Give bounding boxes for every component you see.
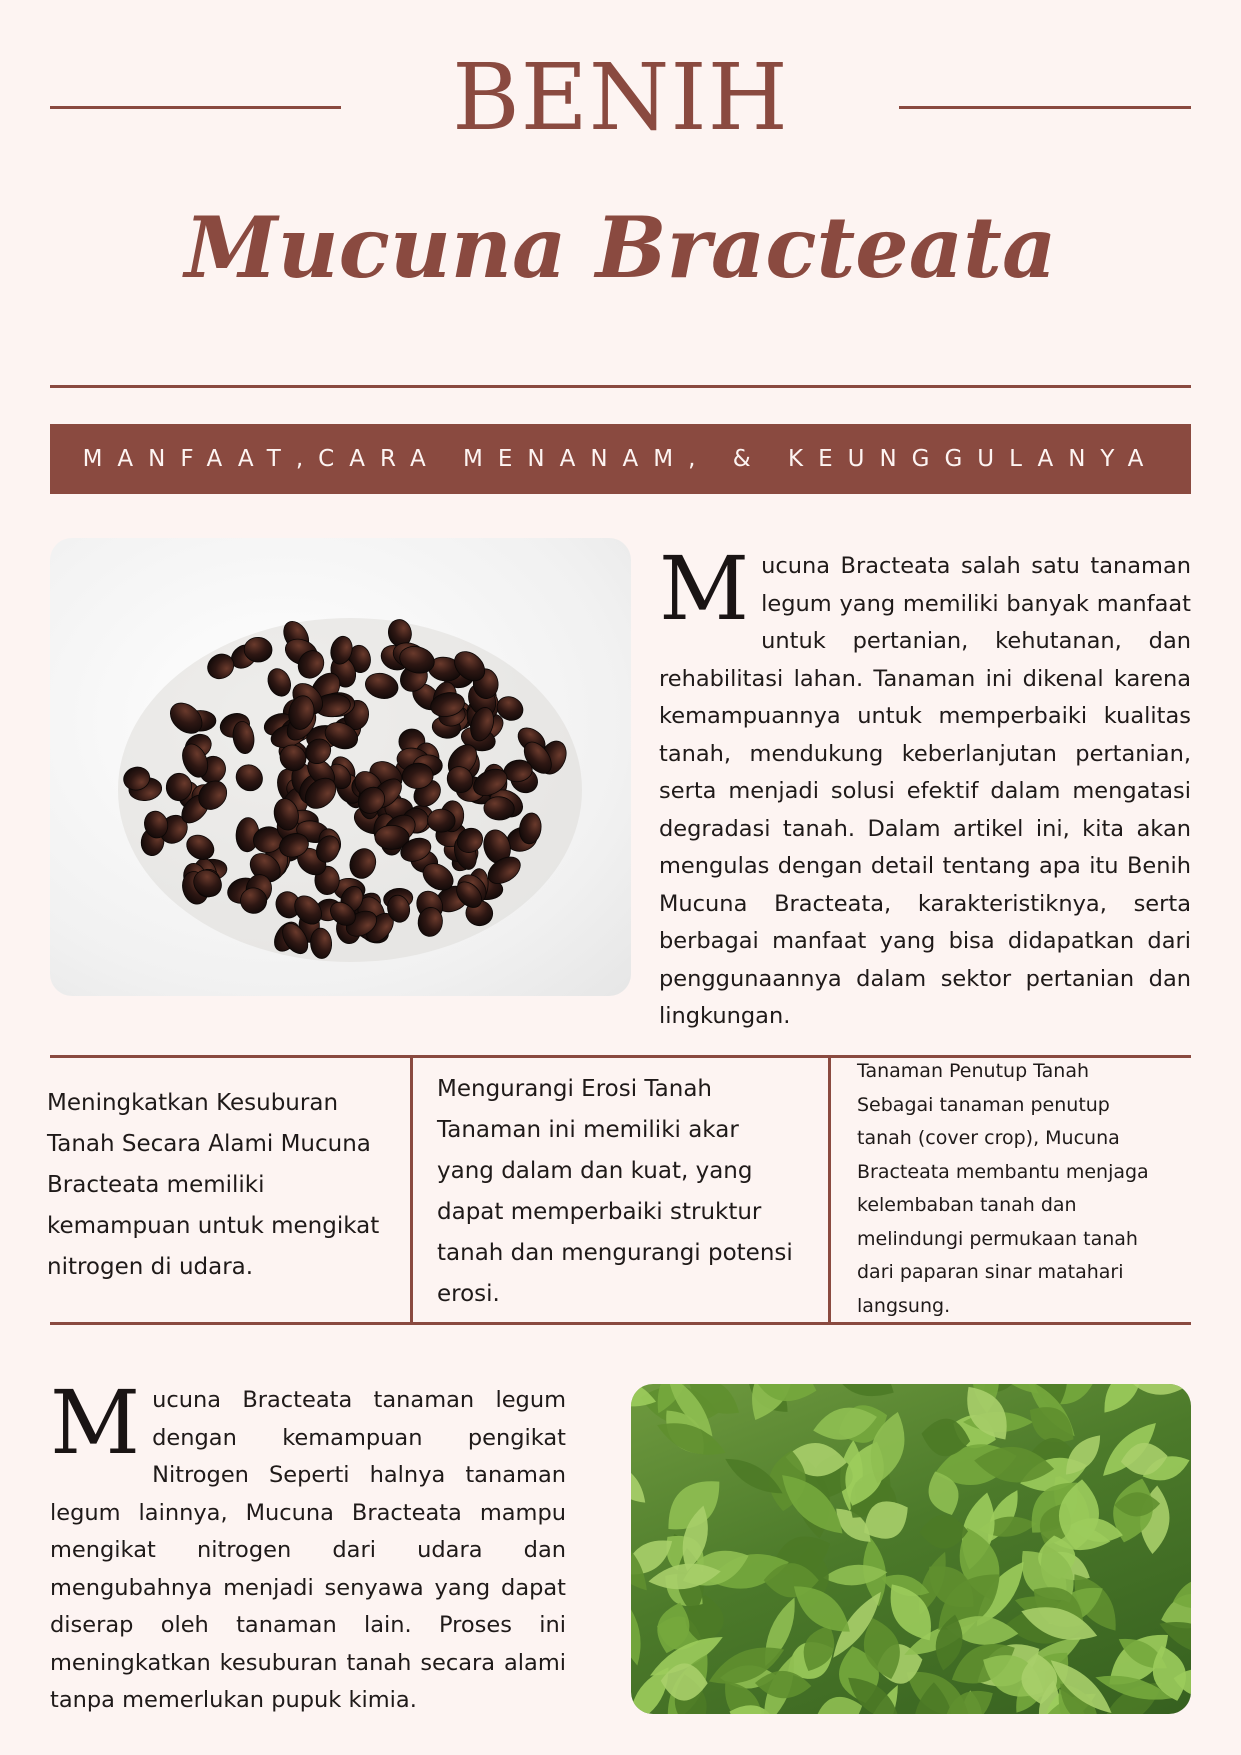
leaf	[919, 1514, 968, 1549]
benefit-cover-crop: Tanaman Penutup Tanah Sebagai tanaman penutup tanah (cover crop), Mucuna Bracteata membantu menjaga kelembaban tanah dan melindungi permukaan tanah dari paparan sinar matahari langsung.	[857, 1060, 1149, 1317]
seed-photo	[50, 538, 631, 996]
bottom-dropcap: M	[50, 1371, 141, 1474]
bottom-text: ucuna Bracteata tanaman legum dengan kemampuan pengikat Nitrogen Seperti halnya tanaman legum lainnya, Mucuna Bracteata mampu mengikat nitrogen dari udara dan mengubahnya menjadi senyawa yang dapat diserap oleh tanaman lain. Proses ini meningkatkan kesuburan tanah secara alami tanpa memerlukan pupuk kimia.	[50, 1387, 566, 1713]
benefit-erosion-control: Mengurangi Erosi Tanah Tanaman ini memiliki akar yang dalam dan kuat, yang dapat memperbaiki struktur tanah dan mengurangi potensi erosi.	[437, 1076, 793, 1307]
section-banner	[50, 424, 1191, 494]
intro-dropcap: M	[659, 537, 750, 640]
title-divider	[50, 385, 1191, 388]
species-title: Mucuna Bracteata	[184, 198, 1057, 297]
benefits-divider-2	[828, 1056, 831, 1323]
seed-pile-illustration	[50, 538, 631, 996]
banner-text: MANFAAT,CARA MENANAM, & KEUNGGULANYA	[82, 446, 1159, 472]
benefits-divider-1	[410, 1056, 413, 1323]
intro-text: ucuna Bracteata salah satu tanaman legum yang memiliki banyak manfaat untuk pertanian, kehutanan, dan rehabilitasi lahan. Tanaman ini dikenal karena kemampuannya untuk memperbaiki kualitas tanah, mendukung keberlanjutan pertanian, serta menjadi solusi efektif dalam mengatasi degradasi tanah. Dalam artikel ini, kita akan mengulas dengan detail tentang apa itu Benih Mucuna Bracteata, karakteristiknya, serta berbagai manfaat yang bisa didapatkan dari penggunaannya dalam sektor pertanian dan lingkungan.	[659, 553, 1191, 1029]
leaf-photo	[631, 1384, 1191, 1714]
intro-paragraph	[659, 537, 1191, 1036]
benefit-soil-fertility: Meningkatkan Kesuburan Tanah Secara Alami Mucuna Bracteata memiliki kemampuan untuk mengikat nitrogen di udara.	[47, 1090, 380, 1280]
nitrogen-paragraph	[50, 1371, 566, 1720]
leaf	[631, 1453, 653, 1511]
page-title: BENIH	[452, 44, 789, 151]
leaf-cover-illustration	[631, 1384, 1191, 1714]
leaf	[631, 1595, 647, 1668]
seed	[427, 809, 455, 833]
